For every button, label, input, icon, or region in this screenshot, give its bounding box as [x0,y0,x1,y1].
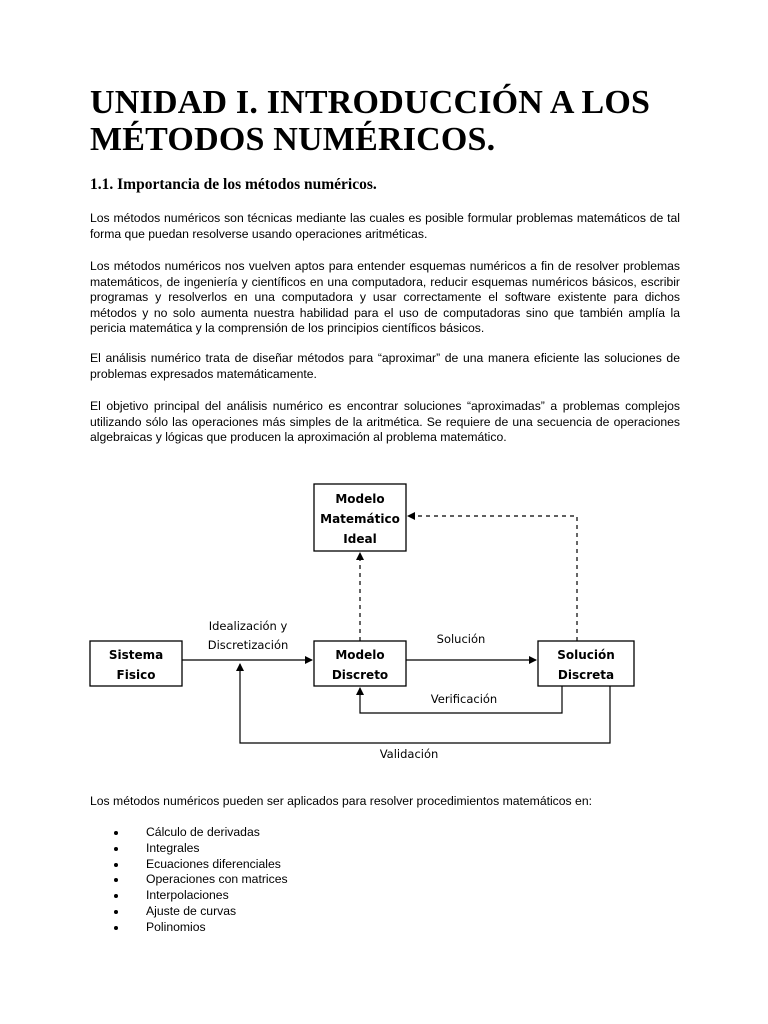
paragraph-importance: Los métodos numéricos nos vuelven aptos para entender esquemas numéricos a fin de resolver problemas matemáticos, de ingeniería y científicos en una computadora, reducir esquemas numéricos básicos, escribir programas y resolverlos en una computadora y usar correctamente el software existente para dichos métodos y no solo aumenta nuestra habilidad para el uso de computadoras sino que también amplía la pericia matemática y la comprensión de los principios científicos básicos. [90,259,680,336]
label-validacion: Validación [379,747,439,761]
section-title: 1.1. Importancia de los métodos numéricos. [90,176,377,193]
box-sistema-line-1: Sistema [108,648,164,662]
paragraph-main-objective: El objetivo principal del análisis numérico es encontrar soluciones “aproximadas” a problemas complejos utilizando sólo las operaciones más simples de la aritmética. Se requiere de una secuencia de operaciones algebraicas y lógicas que producen la aproximación al problema matemático. [90,399,680,445]
box-ideal-line-1: Modelo [335,492,385,506]
list-item: Interpolaciones [110,888,288,904]
label-idealizacion-line-1: Idealización y [208,619,288,633]
process-diagram [0,470,768,770]
box-ideal-line-2: Matemático [320,512,400,526]
list-item: Ecuaciones diferenciales [110,857,288,873]
label-verificacion: Verificación [430,692,498,706]
applications-list [110,825,288,936]
list-item: Polinomios [110,920,288,936]
box-discreto-line-1: Modelo [335,648,385,662]
label-solucion: Solución [436,632,486,646]
list-item: Cálculo de derivadas [110,825,288,841]
box-sistema-line-2: Fisico [116,668,156,682]
box-solucion-line-1: Solución [557,648,615,662]
box-solucion-line-2: Discreta [557,668,615,682]
list-item: Integrales [110,841,288,857]
arrow-solucion-to-ideal [408,516,577,641]
page-title: UNIDAD I. INTRODUCCIÓN A LOS MÉTODOS NUMÉRICOS. [90,84,651,158]
paragraph-definition: Los métodos numéricos son técnicas mediante las cuales es posible formular problemas matemáticos de tal forma que puedan resolverse usando operaciones aritméticas. [90,211,680,241]
list-item: Ajuste de curvas [110,904,288,920]
list-item: Operaciones con matrices [110,872,288,888]
box-discreto-line-2: Discreto [331,668,389,682]
paragraph-applications-intro: Los métodos numéricos pueden ser aplicados para resolver procedimientos matemáticos en: [90,794,592,808]
box-ideal-line-3: Ideal [343,532,377,546]
label-idealizacion-line-2: Discretización [207,638,289,652]
paragraph-numerical-analysis: El análisis numérico trata de diseñar métodos para “aproximar” de una manera eficiente las soluciones de problemas expresados matemáticamente. [90,351,680,381]
